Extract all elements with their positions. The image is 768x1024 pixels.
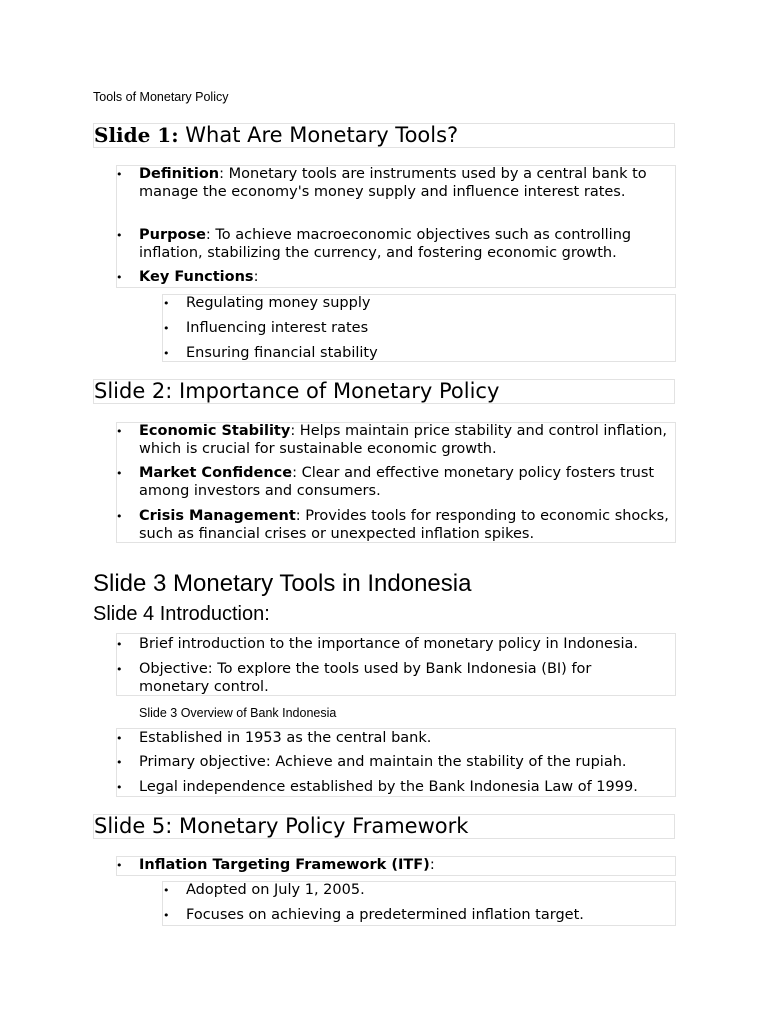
list-item-market-confidence: • Market Confidence: Clear and effective monetary policy fosters trust among investors and consumers.	[116, 465, 655, 499]
itf-item: • Adopted on July 1, 2005.	[163, 882, 365, 898]
list-item-objective: • Objective: To explore the tools used by Bank Indonesia (BI) for monetary control.	[116, 661, 592, 695]
function-item: • Regulating money supply	[163, 295, 371, 311]
list-item-definition	[116, 166, 669, 201]
document-title: Tools of Monetary Policy	[93, 90, 229, 104]
bullet-icon: •	[116, 425, 123, 438]
slide-4-heading: Slide 4 Introduction:	[93, 603, 270, 625]
list-item-crisis-management: • Crisis Management: Provides tools for responding to economic shocks, such as financial crises or unexpected inflation spikes.	[116, 508, 669, 542]
slide-1-title: What Are Monetary Tools?	[178, 123, 459, 147]
itf-item: • Focuses on achieving a predetermined inflation target.	[163, 907, 584, 923]
list-item-economic-stability: • Economic Stability: Helps maintain price stability and control inflation, which is crucial for sustainable economic growth.	[116, 423, 668, 457]
overview-caption: Slide 3 Overview of Bank Indonesia	[139, 706, 337, 720]
purpose-text: : To achieve macroeconomic objectives such as controlling inflation, stabilizing the currency, and fostering economic growth.	[139, 227, 632, 261]
bullet-icon: •	[116, 663, 123, 676]
bullet-icon: •	[163, 884, 170, 897]
bullet-icon: •	[116, 781, 123, 794]
function-item: • Ensuring financial stability	[163, 345, 378, 361]
purpose-label: Purpose	[139, 227, 206, 243]
bullet-icon: •	[116, 467, 123, 480]
bullet-icon: •	[116, 638, 123, 651]
bullet-icon: •	[163, 322, 170, 335]
bullet-icon: •	[116, 859, 123, 872]
bullet-icon: •	[116, 510, 123, 523]
key-functions-suffix: :	[253, 269, 259, 285]
list-item-intro: • Brief introduction to the importance of monetary policy in Indonesia.	[116, 636, 639, 652]
slide-1-prefix: Slide 1:	[94, 123, 179, 147]
definition-label: Definition	[139, 166, 220, 182]
bullet-icon: •	[116, 732, 123, 745]
bullet-icon: •	[163, 347, 170, 360]
definition-text: : Monetary tools are instruments used by a central bank to manage the economy's money supply and influence interest rates.	[139, 166, 647, 200]
bullet-icon: •	[163, 909, 170, 922]
bullet-icon: •	[163, 297, 170, 310]
list-item-purpose	[116, 227, 674, 262]
bullet-icon: •	[116, 271, 123, 284]
slide-1-heading	[93, 123, 675, 148]
list-item-legal-independence: • Legal independence established by the Bank Indonesia Law of 1999.	[116, 779, 638, 795]
key-functions-label: Key Functions	[139, 269, 254, 285]
list-item-itf: • Inflation Targeting Framework (ITF):	[116, 857, 435, 873]
bullet-icon: •	[116, 168, 123, 181]
list-item-established: • Established in 1953 as the central bank.	[116, 730, 432, 746]
function-item: • Influencing interest rates	[163, 320, 369, 336]
slide-3-heading: Slide 3 Monetary Tools in Indonesia	[93, 570, 472, 597]
bullet-icon: •	[116, 756, 123, 769]
slide-2-heading: Slide 2: Importance of Monetary Policy	[93, 379, 675, 404]
list-item-primary-objective: • Primary objective: Achieve and maintain the stability of the rupiah.	[116, 754, 627, 770]
list-item-key-functions	[116, 269, 669, 287]
bullet-icon: •	[116, 229, 123, 242]
slide-5-heading: Slide 5: Monetary Policy Framework	[93, 814, 675, 839]
